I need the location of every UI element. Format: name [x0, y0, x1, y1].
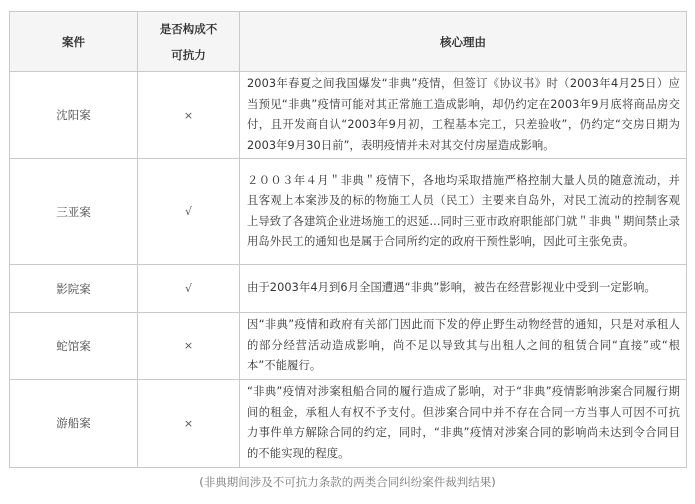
constitutes-cell: ×	[138, 379, 240, 467]
table-row	[10, 313, 687, 380]
case-name-cell: 蛇馆案	[10, 313, 138, 380]
reason-cell: 因“非典”疫情和政府有关部门因此而下发的停止野生动物经营的通知，只是对承租人的部分经营活动造成影响，尚不足以导致其与出租人之间的租赁合同“直接”或“根本”不能履行。	[240, 313, 687, 380]
table-row	[10, 379, 687, 467]
constitutes-cell: √	[138, 265, 240, 313]
case-table	[9, 11, 687, 468]
case-name-cell: 沈阳案	[10, 72, 138, 159]
constitutes-cell: √	[138, 159, 240, 265]
reason-cell: 由于2003年4月到6月全国遭遇“非典”影响，被告在经营影视业中受到一定影响。	[240, 265, 687, 313]
header-constitutes: 是否构成不可抗力	[138, 12, 240, 72]
case-name-cell: 影院案	[10, 265, 138, 313]
reason-cell: “非典”疫情对涉案租船合同的履行造成了影响，对于“非典”疫情影响涉案合同履行期间的租金，承租人有权不予支付。但涉案合同中并不存在合同一方当事人可因不可抗力事件单方解除合同的约定，同时，“非典”疫情对涉案合同的影响尚未达到令合同目的不能实现的程度。	[240, 379, 687, 467]
reason-cell: 2003年春夏之间我国爆发“非典”疫情，但签订《协议书》时（2003年4月25日）应当预见“非典”疫情可能对其正常施工造成影响，却仍约定在2003年9月底将商品房交付，且开发商自认“2003年9月初，工程基本完工，只差验收”，仍约定“交房日期为2003年9月30日前”，表明疫情并未对其交付房屋造成影响。	[240, 72, 687, 159]
case-name-cell: 三亚案	[10, 159, 138, 265]
header-case: 案件	[10, 12, 138, 72]
table-row	[10, 72, 687, 159]
constitutes-cell: ×	[138, 72, 240, 159]
case-name-cell: 游船案	[10, 379, 138, 467]
table-row	[10, 159, 687, 265]
header-reason: 核心理由	[240, 12, 687, 72]
table-header-row	[10, 12, 687, 72]
table-caption: (非典期间涉及不可抗力条款的两类合同纠纷案件裁判结果)	[199, 475, 496, 489]
reason-cell: ２００３年４月＂非典＂疫情下，各地均采取措施严格控制大量人员的随意流动，并且客观上本案涉及的标的物施工人员（民工）主要来自岛外，对民工流动的控制客观上导致了各建筑企业进场施工的迟延...同时三亚市政府职能部门就＂非典＂期间禁止录用岛外民工的通知也是属于合同所约定的政府干预性影响，因此可主张免责。	[240, 159, 687, 265]
table-row	[10, 265, 687, 313]
constitutes-cell: ×	[138, 313, 240, 380]
